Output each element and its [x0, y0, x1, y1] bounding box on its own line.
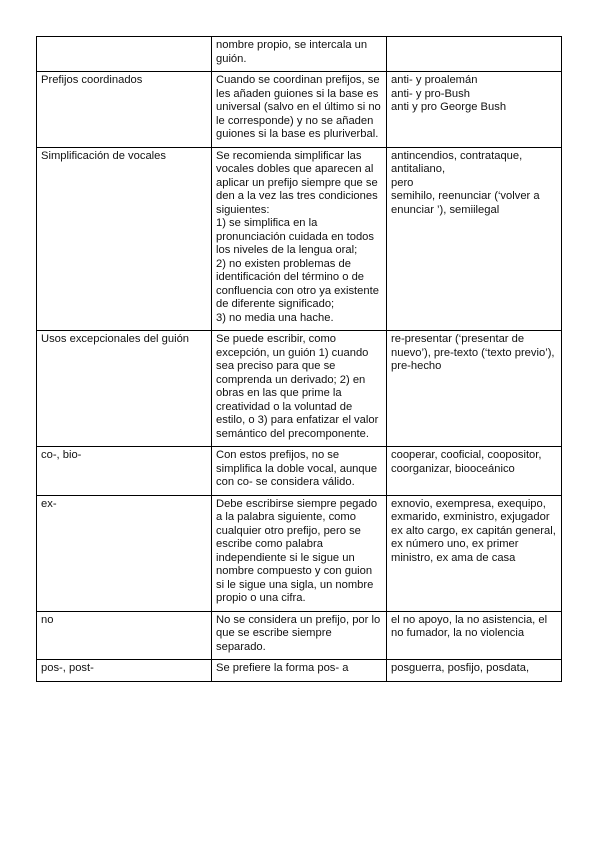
description-cell: Con estos prefijos, no se simplifica la doble vocal, aunque con co- se considera válido.	[212, 447, 387, 496]
description-cell: Se recomienda simplificar las vocales dobles que aparecen al aplicar un prefijo siempre que se den a la vez las tres condiciones siguientes: 1) se simplifica en la pronunciación cuidada en todos los niveles de la lengua oral; 2) no existen problemas de identificación del término o de confluencia con otro ya existente de diferente significado; 3) no media una hache.	[212, 147, 387, 331]
table-row	[37, 331, 562, 447]
table-row	[37, 147, 562, 331]
description-cell: nombre propio, se intercala un guión.	[212, 37, 387, 72]
term-cell: no	[37, 611, 212, 660]
term-cell: Simplificación de vocales	[37, 147, 212, 331]
term-cell: pos-, post-	[37, 660, 212, 682]
examples-cell: anti- y proalemán anti- y pro-Bush anti y pro George Bush	[387, 72, 562, 148]
examples-cell	[387, 37, 562, 72]
table-row	[37, 447, 562, 496]
examples-cell: cooperar, cooficial, coopositor, coorganizar, biooceánico	[387, 447, 562, 496]
term-cell: Prefijos coordinados	[37, 72, 212, 148]
term-cell: co-, bio-	[37, 447, 212, 496]
description-cell: Debe escribirse siempre pegado a la palabra siguiente, como cualquier otro prefijo, pero se escribe como palabra independiente si le sigue un nombre compuesto y con guion si le sigue una sigla, un nombre propio o una cifra.	[212, 495, 387, 611]
term-cell	[37, 37, 212, 72]
table-row	[37, 495, 562, 611]
examples-cell: el no apoyo, la no asistencia, el no fumador, la no violencia	[387, 611, 562, 660]
term-cell: ex-	[37, 495, 212, 611]
description-cell: No se considera un prefijo, por lo que se escribe siempre separado.	[212, 611, 387, 660]
prefix-rules-table	[36, 36, 562, 682]
examples-cell: antincendios, contrataque, antitaliano, pero semihilo, reenunciar (‘volver a enunciar ’), semiilegal	[387, 147, 562, 331]
table-row	[37, 37, 562, 72]
description-cell: Cuando se coordinan prefijos, se les añaden guiones si la base es universal (salvo en el último si no le corresponde) y no se añaden guiones si la base es pluriverbal.	[212, 72, 387, 148]
table-row	[37, 660, 562, 682]
term-cell: Usos excepcionales del guión	[37, 331, 212, 447]
examples-cell: posguerra, posfijo, posdata,	[387, 660, 562, 682]
table-row	[37, 611, 562, 660]
examples-cell: re-presentar (‘presentar de nuevo’), pre-texto (‘texto previo’), pre-hecho	[387, 331, 562, 447]
examples-cell: exnovio, exempresa, exequipo, exmarido, exministro, exjugador ex alto cargo, ex capitán general, ex número uno, ex primer ministro, ex ama de casa	[387, 495, 562, 611]
table-row	[37, 72, 562, 148]
description-cell: Se prefiere la forma pos- a	[212, 660, 387, 682]
description-cell: Se puede escribir, como excepción, un guión 1) cuando sea preciso para que se comprenda un derivado; 2) en obras en las que prime la creatividad o la voluntad de estilo, o 3) para enfatizar el valor semántico del precomponente.	[212, 331, 387, 447]
